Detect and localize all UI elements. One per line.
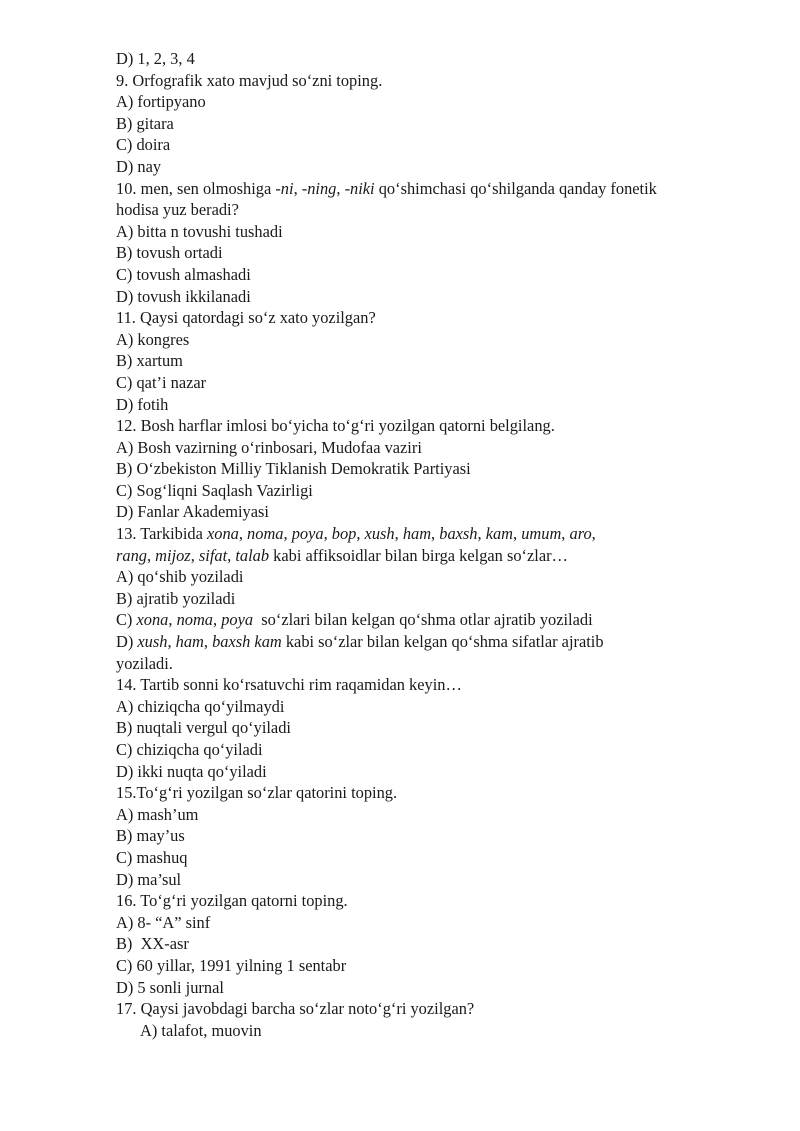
text-line: D) ikki nuqta qo‘yiladi — [116, 761, 267, 781]
text-line: D) tovush ikkilanadi — [116, 286, 251, 306]
text-line: B) nuqtali vergul qo‘yiladi — [116, 718, 291, 738]
text-line: 13. Tarkibida xona, noma, poya, bop, xush, ham, baxsh, kam, umum, aro, — [116, 524, 596, 544]
quiz-text — [116, 48, 696, 1041]
text-line: D) ma’sul — [116, 869, 182, 889]
text-line: C) doira — [116, 135, 171, 155]
text-line: A) chiziqcha qo‘yilmaydi — [116, 696, 285, 716]
text-line: B) tovush ortadi — [116, 243, 223, 263]
text-line: C) qat’i nazar — [116, 372, 207, 392]
text-line: 16. To‘g‘ri yozilgan qatorni toping. — [116, 891, 348, 911]
text-line: 9. Orfografik xato mavjud so‘zni toping. — [116, 70, 383, 90]
text-line: C) xona, noma, poya so‘zlari bilan kelgan qo‘shma otlar ajratib yoziladi — [116, 610, 593, 630]
text-line: D) nay — [116, 156, 162, 176]
text-line: 10. men, sen olmoshiga -ni, -ning, -niki qo‘shimchasi qo‘shilganda qanday fonetik — [116, 178, 657, 198]
text-line: C) mashuq — [116, 847, 188, 867]
text-line: B) may’us — [116, 826, 185, 846]
text-line: A) mash’um — [116, 804, 199, 824]
text-line: D) 5 sonli jurnal — [116, 977, 224, 997]
text-line: A) fortipyano — [116, 92, 206, 112]
text-line: hodisa yuz beradi? — [116, 200, 239, 220]
text-line: C) Sog‘liqni Saqlash Vazirligi — [116, 480, 313, 500]
text-line: C) tovush almashadi — [116, 264, 251, 284]
text-line: A) bitta n tovushi tushadi — [116, 221, 283, 241]
text-line: B) XX-asr — [116, 934, 189, 954]
text-line: 14. Tartib sonni ko‘rsatuvchi rim raqamidan keyin… — [116, 675, 462, 695]
text-line: A) Bosh vazirning o‘rinbosari, Mudofaa vaziri — [116, 437, 422, 457]
text-line: B) ajratib yoziladi — [116, 588, 236, 608]
text-line: B) xartum — [116, 351, 183, 371]
text-line: D) xush, ham, baxsh kam kabi so‘zlar bilan kelgan qo‘shma sifatlar ajratib — [116, 632, 604, 652]
text-line: B) O‘zbekiston Milliy Tiklanish Demokratik Partiyasi — [116, 459, 471, 479]
text-line: A) kongres — [116, 329, 190, 349]
text-line: C) 60 yillar, 1991 yilning 1 sentabr — [116, 955, 347, 975]
text-line: A) 8- “A” sinf — [116, 912, 211, 932]
text-line: C) chiziqcha qo‘yiladi — [116, 740, 263, 759]
text-line: rang, mijoz, sifat, talab kabi affiksoidlar bilan birga kelgan so‘zlar… — [116, 545, 568, 565]
text-line: 11. Qaysi qatordagi so‘z xato yozilgan? — [116, 308, 376, 328]
text-line: D) Fanlar Akademiyasi — [116, 502, 269, 522]
text-line: D) fotih — [116, 394, 169, 414]
text-line: A) talafot, muovin — [140, 1020, 262, 1040]
text-line: D) 1, 2, 3, 4 — [116, 49, 195, 68]
text-line: 15.To‘g‘ri yozilgan so‘zlar qatorini toping. — [116, 783, 398, 803]
text-line: B) gitara — [116, 113, 174, 133]
text-line: yoziladi. — [116, 653, 173, 673]
text-line: A) qo‘shib yoziladi — [116, 567, 244, 587]
text-line: 17. Qaysi javobdagi barcha so‘zlar noto‘g‘ri yozilgan? — [116, 999, 475, 1019]
text-line: 12. Bosh harflar imlosi bo‘yicha to‘g‘ri yozilgan qatorni belgilang. — [116, 416, 555, 436]
